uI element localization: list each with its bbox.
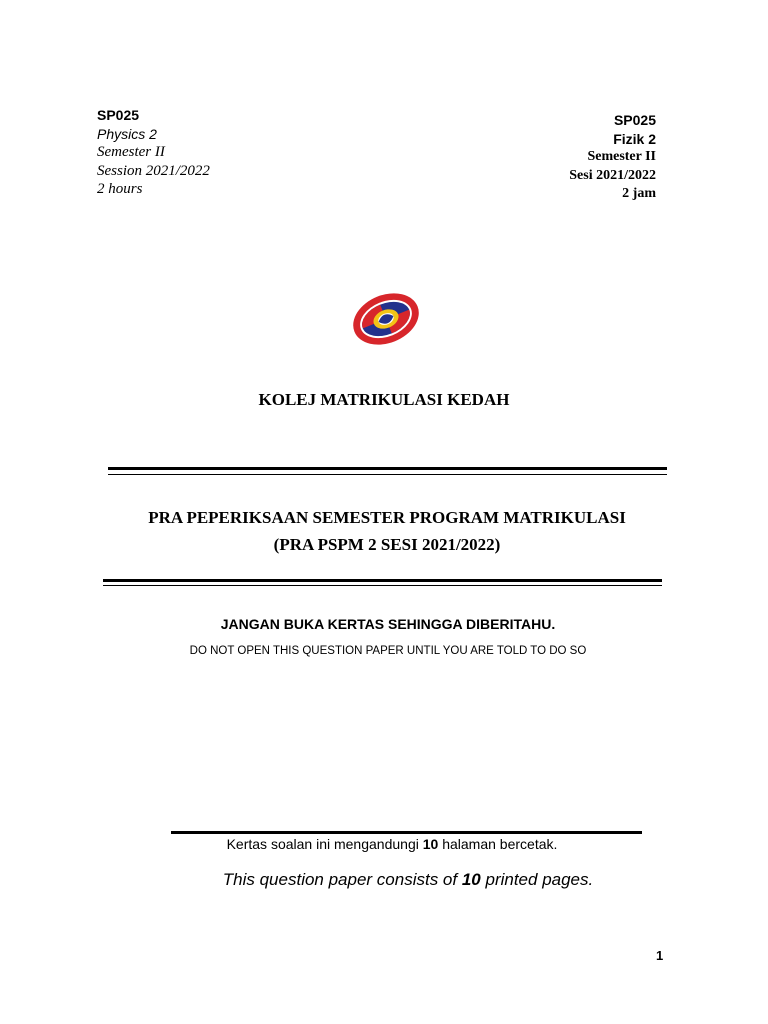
top-rule-thick	[108, 467, 667, 470]
exam-title-line2: (PRA PSPM 2 SESI 2021/2022)	[273, 535, 501, 554]
top-rule-thin	[108, 474, 667, 475]
pages-rule	[171, 831, 642, 834]
subject-en: Physics 2	[97, 125, 157, 142]
pages-note-malay	[8, 836, 768, 852]
warning-malay: JANGAN BUKA KERTAS SEHINGGA DIBERITAHU.	[220, 616, 556, 632]
pages-note-english	[24, 870, 768, 890]
college-name: KOLEJ MATRIKULASI KEDAH	[258, 390, 510, 409]
header-left	[97, 106, 210, 199]
college-logo-icon	[348, 290, 424, 348]
warning-english: DO NOT OPEN THIS QUESTION PAPER UNTIL YOU ARE TOLD TO DO SO	[189, 645, 587, 657]
header-right	[569, 111, 656, 204]
bottom-rule-thin	[103, 585, 662, 586]
session-en: Session 2021/2022	[97, 162, 210, 179]
course-code-en: SP025	[97, 107, 140, 123]
pages-count-english: 10	[461, 870, 481, 889]
session-ms: Sesi 2021/2022	[569, 167, 656, 183]
college-logo	[348, 290, 424, 348]
exam-title-line1: PRA PEPERIKSAAN SEMESTER PROGRAM MATRIKULASI	[148, 508, 626, 527]
pages-note-malay-before: Kertas soalan ini mengandungi	[226, 836, 423, 852]
pages-count-malay: 10	[422, 836, 439, 852]
semester-ms: Semester II	[587, 149, 656, 164]
duration-ms: 2 jam	[622, 186, 656, 201]
pages-note-malay-after: halaman bercetak.	[438, 836, 558, 852]
bottom-rule-thick	[103, 579, 662, 582]
duration-en: 2 hours	[97, 181, 143, 197]
semester-en: Semester II	[97, 144, 165, 160]
page-number: 1	[656, 948, 664, 963]
pages-note-english-after: printed pages.	[480, 870, 594, 889]
pages-note-english-before: This question paper consists of	[222, 870, 462, 889]
course-code-ms: SP025	[613, 112, 656, 128]
subject-ms: Fizik 2	[613, 130, 656, 147]
